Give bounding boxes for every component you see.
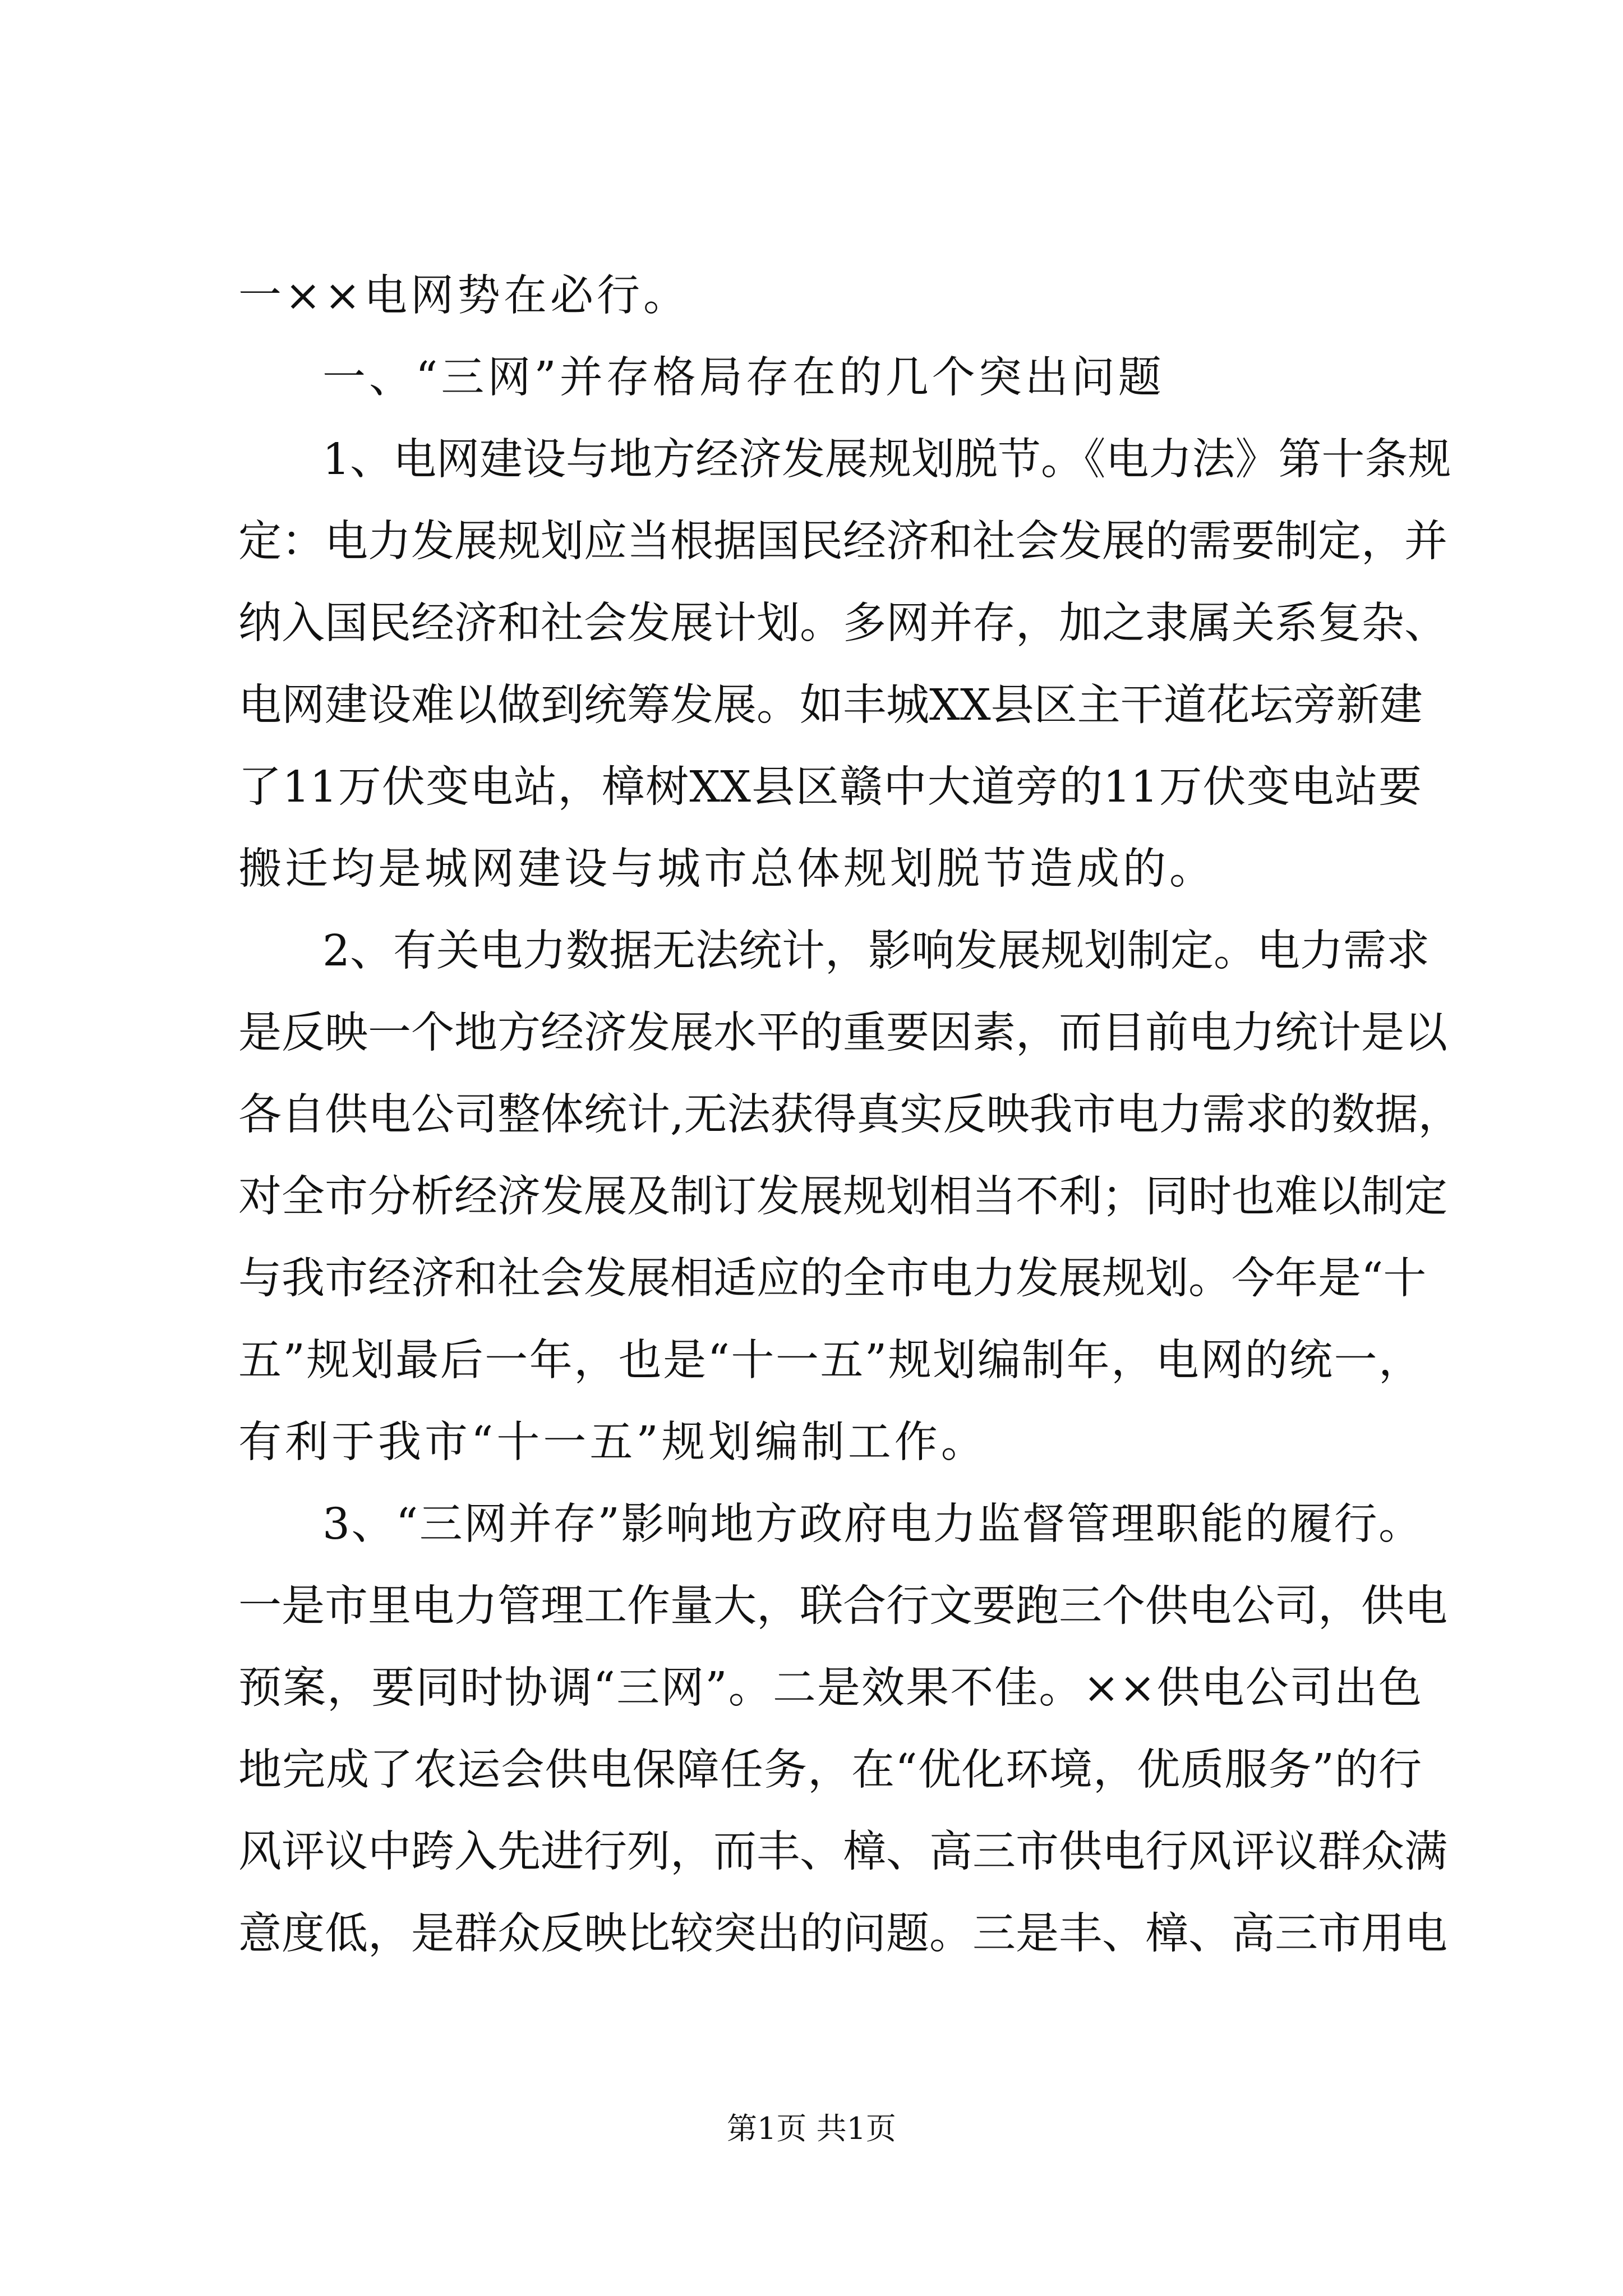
text-line: 有利于我市“十一五”规划编制工作。: [238, 1418, 988, 1467]
text-line: 对全市分析经济发展及制订发展规划相当不利；同时也难以制定: [238, 1172, 1447, 1222]
section-heading: 一、“三网”并存格局存在的几个突出问题: [322, 353, 1165, 403]
document-body: [238, 255, 1461, 1975]
text-line: 是反映一个地方经济发展水平的重要因素，而目前电力统计是以: [238, 1008, 1447, 1058]
text-line: 五”规划最后一年，也是“十一五”规划编制年，电网的统一，: [238, 1336, 1422, 1386]
text-line: 了11万伏变电站，樟树XX县区赣中大道旁的11万伏变电站要: [238, 762, 1422, 812]
text-line: 定：电力发展规划应当根据国民经济和社会发展的需要制定，并: [238, 517, 1447, 567]
page-footer: 第1页 共1页: [727, 2111, 896, 2146]
text-line: 搬迁均是城网建设与城市总体规划脱节造成的。: [238, 844, 1216, 894]
text-line: 意度低，是群众反映比较突出的问题。三是丰、樟、高三市用电: [238, 1909, 1447, 1959]
text-line: 一是市里电力管理工作量大，联合行文要跑三个供电公司，供电: [238, 1581, 1447, 1631]
text-line: 3、“三网并存”影响地方政府电力监督管理职能的履行。: [322, 1499, 1422, 1549]
text-line: 风评议中跨入先进行列，而丰、樟、高三市供电行风评议群众满: [238, 1827, 1447, 1877]
text-line: 电网建设难以做到统筹发展。如丰城XX县区主干道花坛旁新建: [238, 680, 1423, 730]
text-line: 地完成了农运会供电保障任务，在“优化环境，优质服务”的行: [238, 1745, 1422, 1795]
text-line: 2、有关电力数据无法统计，影响发展规划制定。电力需求: [322, 926, 1430, 976]
text-line: 1、电网建设与地方经济发展规划脱节。《电力法》第十条规: [322, 435, 1451, 485]
text-line: 预案，要同时协调“三网”。二是效果不佳。××供电公司出色: [238, 1663, 1422, 1713]
text-line: 与我市经济和社会发展相适应的全市电力发展规划。今年是“十: [238, 1254, 1427, 1304]
text-line: 纳入国民经济和社会发展计划。多网并存，加之隶属关系复杂、: [238, 599, 1447, 648]
text-line: 一××电网势在必行。: [238, 271, 690, 321]
text-line: 各自供电公司整体统计,无法获得真实反映我市电力需求的数据，: [238, 1090, 1461, 1140]
